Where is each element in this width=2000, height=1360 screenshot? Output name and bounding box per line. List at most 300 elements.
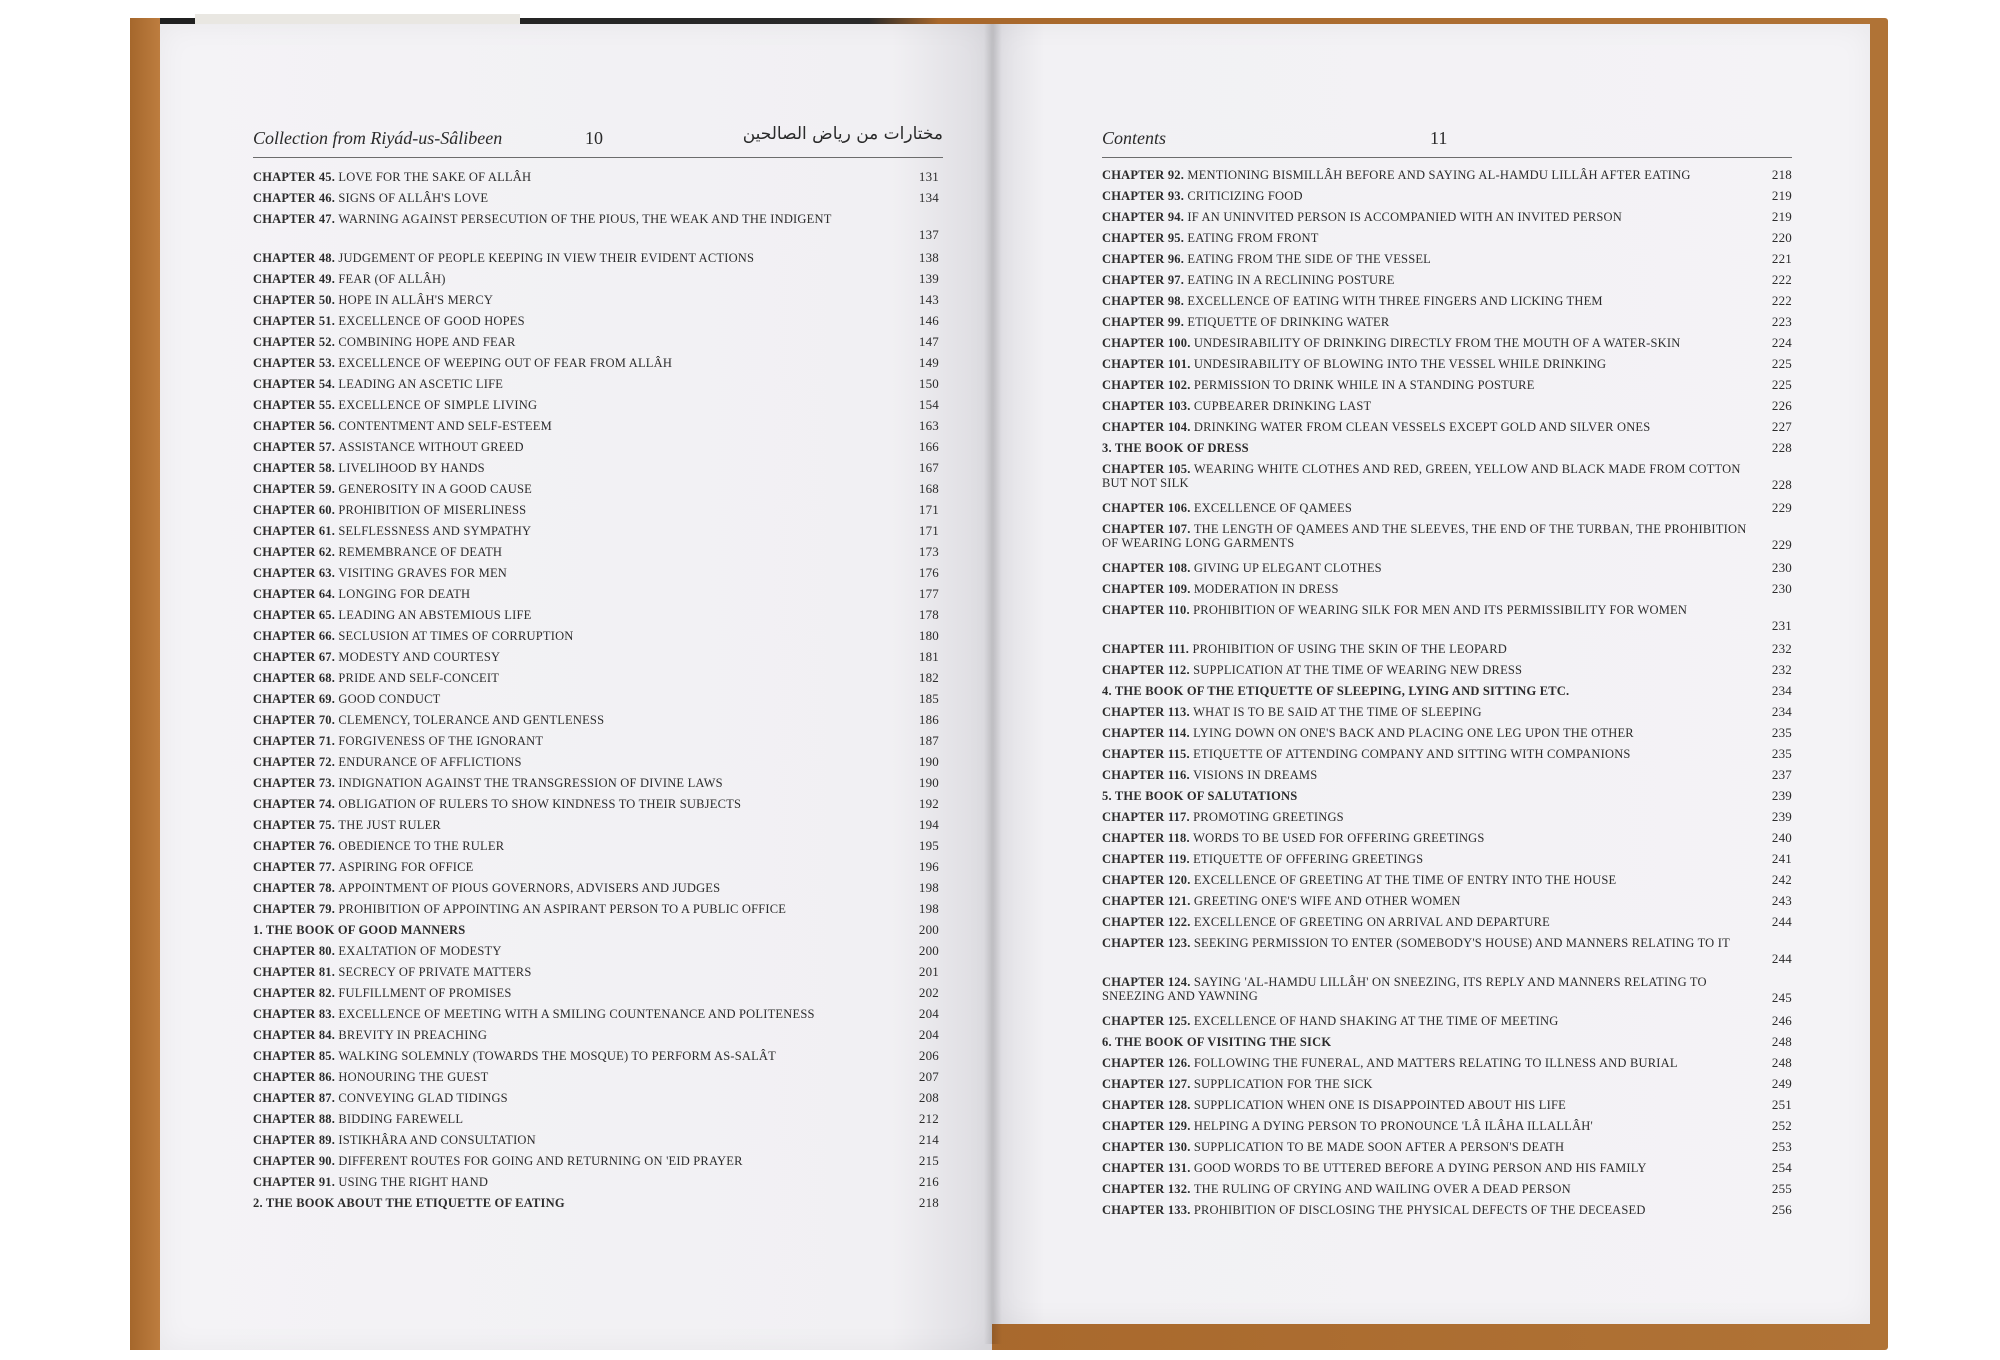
chapter-title: 5. THE BOOK OF SALUTATIONS: [1102, 789, 1298, 803]
chapter-title: CUPBEARER DRINKING LAST: [1193, 399, 1372, 413]
page-reference: 216: [918, 1174, 939, 1189]
chapter-entry: [1102, 189, 1792, 203]
page-reference: 192: [918, 796, 939, 811]
chapter-title: CONVEYING GLAD TIDINGS: [338, 1091, 508, 1105]
chapter-title: UNDESIRABILITY OF BLOWING INTO THE VESSEL WHILE DRINKING: [1193, 357, 1607, 371]
page-reference: 256: [1771, 1202, 1792, 1217]
page-reference: 201: [918, 964, 939, 979]
chapter-title: OBLIGATION OF RULERS TO SHOW KINDNESS TO THEIR SUBJECTS: [338, 797, 742, 811]
chapter-label: CHAPTER 76.: [253, 839, 339, 853]
chapter-label: CHAPTER 51.: [253, 314, 339, 328]
chapter-entry: [253, 902, 939, 916]
chapter-entry: [253, 170, 939, 184]
chapter-label: CHAPTER 85.: [253, 1049, 339, 1063]
page-reference: 223: [1771, 314, 1792, 329]
page-reference: 198: [918, 880, 939, 895]
right-contents-list: [1102, 168, 1792, 1224]
chapter-label: CHAPTER 88.: [253, 1112, 339, 1126]
chapter-entry: [1102, 1140, 1792, 1154]
page-reference: 182: [918, 670, 939, 685]
chapter-entry: [1102, 831, 1792, 845]
chapter-entry: [1102, 975, 1792, 1007]
chapter-label: CHAPTER 72.: [253, 755, 339, 769]
chapter-entry: [253, 608, 939, 622]
chapter-label: CHAPTER 55.: [253, 398, 339, 412]
chapter-title: EXCELLENCE OF GOOD HOPES: [338, 314, 525, 328]
chapter-label: CHAPTER 66.: [253, 629, 339, 643]
chapter-entry: [253, 1049, 939, 1063]
chapter-entry: [1102, 603, 1792, 635]
chapter-title: EATING FROM FRONT: [1187, 231, 1319, 245]
page-reference: 219: [1771, 188, 1792, 203]
left-page-number: 10: [585, 128, 603, 148]
chapter-entry: [253, 776, 939, 790]
page-reference: 218: [918, 1195, 939, 1210]
chapter-title: 6. THE BOOK OF VISITING THE SICK: [1102, 1035, 1332, 1049]
chapter-entry: [1102, 252, 1792, 266]
page-reference: 249: [1771, 1076, 1792, 1091]
chapter-entry: [1102, 210, 1792, 224]
page-reference: 235: [1771, 746, 1792, 761]
chapter-entry: [1102, 294, 1792, 308]
chapter-entry: [1102, 936, 1792, 968]
chapter-entry: [253, 650, 939, 664]
page-reference: 254: [1771, 1160, 1792, 1175]
chapter-title: APPOINTMENT OF PIOUS GOVERNORS, ADVISERS AND JUDGES: [338, 881, 721, 895]
page-reference: 166: [918, 439, 939, 454]
page-reference: 194: [918, 817, 939, 832]
chapter-label: CHAPTER 45.: [253, 170, 339, 184]
page-reference: 131: [918, 169, 939, 184]
chapter-title: REMEMBRANCE OF DEATH: [338, 545, 503, 559]
chapter-label: CHAPTER 54.: [253, 377, 339, 391]
page-reference: 244: [1771, 951, 1792, 966]
chapter-entry: [253, 1133, 939, 1147]
chapter-label: CHAPTER 86.: [253, 1070, 339, 1084]
chapter-title: IF AN UNINVITED PERSON IS ACCOMPANIED WITH AN INVITED PERSON: [1187, 210, 1622, 224]
chapter-entry: [1102, 1203, 1792, 1217]
chapter-entry: [1102, 315, 1792, 329]
chapter-title: 1. THE BOOK OF GOOD MANNERS: [253, 923, 466, 937]
chapter-title: LYING DOWN ON ONE'S BACK AND PLACING ONE LEG UPON THE OTHER: [1193, 726, 1634, 740]
page-reference: 251: [1771, 1097, 1792, 1112]
chapter-label: CHAPTER 83.: [253, 1007, 339, 1021]
left-header-rule: [253, 157, 943, 158]
chapter-title: EXCELLENCE OF SIMPLE LIVING: [338, 398, 538, 412]
chapter-entry: [1102, 357, 1792, 371]
page-reference: 200: [918, 943, 939, 958]
right-running-head: [1102, 124, 1792, 154]
chapter-title: HOPE IN ALLÂH'S MERCY: [338, 293, 494, 307]
chapter-entry: [253, 1007, 939, 1021]
chapter-title: ETIQUETTE OF OFFERING GREETINGS: [1193, 852, 1424, 866]
chapter-label: CHAPTER 50.: [253, 293, 339, 307]
chapter-entry: [253, 503, 939, 517]
chapter-title: THE RULING OF CRYING AND WAILING OVER A DEAD PERSON: [1193, 1182, 1571, 1196]
chapter-label: CHAPTER 107.: [1102, 522, 1194, 536]
chapter-title: EXCELLENCE OF GREETING ON ARRIVAL AND DEPARTURE: [1193, 915, 1550, 929]
chapter-entry: [253, 524, 939, 538]
book-heading-entry: [1102, 441, 1792, 455]
page-reference: 230: [1771, 581, 1792, 596]
chapter-entry: [253, 461, 939, 475]
page-reference: 248: [1771, 1034, 1792, 1049]
chapter-entry: [253, 212, 939, 244]
chapter-label: CHAPTER 104.: [1102, 420, 1194, 434]
chapter-entry: [253, 377, 939, 391]
chapter-label: CHAPTER 77.: [253, 860, 339, 874]
chapter-title: SECRECY OF PRIVATE MATTERS: [338, 965, 532, 979]
chapter-entry: [1102, 726, 1792, 740]
chapter-entry: [1102, 168, 1792, 182]
page-reference: 232: [1771, 641, 1792, 656]
page-reference: 235: [1771, 725, 1792, 740]
chapter-label: CHAPTER 105.: [1102, 462, 1194, 476]
chapter-title: OBEDIENCE TO THE RULER: [338, 839, 505, 853]
chapter-entry: [253, 545, 939, 559]
chapter-title: HONOURING THE GUEST: [338, 1070, 489, 1084]
chapter-entry: [1102, 873, 1792, 887]
book-gutter: [984, 24, 1002, 1344]
chapter-entry: [253, 482, 939, 496]
page-reference: 252: [1771, 1118, 1792, 1133]
page-reference: 243: [1771, 893, 1792, 908]
chapter-label: CHAPTER 122.: [1102, 915, 1194, 929]
chapter-entry: [253, 356, 939, 370]
page-reference: 212: [918, 1111, 939, 1126]
chapter-entry: [1102, 894, 1792, 908]
chapter-label: CHAPTER 101.: [1102, 357, 1194, 371]
chapter-label: CHAPTER 53.: [253, 356, 339, 370]
chapter-label: CHAPTER 56.: [253, 419, 339, 433]
chapter-label: CHAPTER 130.: [1102, 1140, 1194, 1154]
chapter-entry: [1102, 768, 1792, 782]
chapter-title: FOLLOWING THE FUNERAL, AND MATTERS RELATING TO ILLNESS AND BURIAL: [1193, 1056, 1678, 1070]
chapter-entry: [1102, 642, 1792, 656]
right-header-rule: [1102, 157, 1792, 158]
chapter-title: ASSISTANCE WITHOUT GREED: [338, 440, 524, 454]
chapter-entry: [253, 692, 939, 706]
chapter-label: CHAPTER 113.: [1102, 705, 1194, 719]
chapter-title: SUPPLICATION TO BE MADE SOON AFTER A PERSON'S DEATH: [1193, 1140, 1565, 1154]
page-reference: 181: [918, 649, 939, 664]
chapter-title: GREETING ONE'S WIFE AND OTHER WOMEN: [1193, 894, 1461, 908]
page-reference: 176: [918, 565, 939, 580]
chapter-label: CHAPTER 125.: [1102, 1014, 1194, 1028]
page-reference: 234: [1771, 704, 1792, 719]
chapter-title: PRIDE AND SELF-CONCEIT: [338, 671, 500, 685]
chapter-label: CHAPTER 75.: [253, 818, 339, 832]
chapter-title: EXCELLENCE OF EATING WITH THREE FINGERS AND LICKING THEM: [1187, 294, 1603, 308]
page-reference: 245: [1771, 990, 1792, 1005]
chapter-entry: [1102, 1098, 1792, 1112]
chapter-entry: [253, 1091, 939, 1105]
page-reference: 230: [1771, 560, 1792, 575]
chapter-label: CHAPTER 69.: [253, 692, 339, 706]
page-reference: 244: [1771, 914, 1792, 929]
chapter-entry: [1102, 1182, 1792, 1196]
page-reference: 149: [918, 355, 939, 370]
chapter-title: BIDDING FAREWELL: [338, 1112, 464, 1126]
chapter-entry: [1102, 915, 1792, 929]
chapter-title: LEADING AN ABSTEMIOUS LIFE: [338, 608, 532, 622]
chapter-entry: [253, 1028, 939, 1042]
chapter-label: CHAPTER 79.: [253, 902, 339, 916]
chapter-title: THE JUST RULER: [338, 818, 441, 832]
page-reference: 202: [918, 985, 939, 1000]
chapter-title: ENDURANCE OF AFFLICTIONS: [338, 755, 522, 769]
chapter-label: CHAPTER 129.: [1102, 1119, 1194, 1133]
page-reference: 143: [918, 292, 939, 307]
page-reference: 185: [918, 691, 939, 706]
chapter-label: CHAPTER 128.: [1102, 1098, 1194, 1112]
chapter-label: CHAPTER 126.: [1102, 1056, 1194, 1070]
chapter-label: CHAPTER 67.: [253, 650, 339, 664]
page-reference: 196: [918, 859, 939, 874]
chapter-title: MENTIONING BISMILLÂH BEFORE AND SAYING AL-HAMDU LILLÂH AFTER EATING: [1187, 168, 1691, 182]
chapter-title: FEAR (OF ALLÂH): [338, 272, 446, 286]
page-reference: 227: [1771, 419, 1792, 434]
chapter-label: CHAPTER 81.: [253, 965, 339, 979]
chapter-title: SIGNS OF ALLÂH'S LOVE: [338, 191, 489, 205]
chapter-title: PROHIBITION OF WEARING SILK FOR MEN AND ITS PERMISSIBILITY FOR WOMEN: [1193, 603, 1688, 617]
chapter-label: CHAPTER 82.: [253, 986, 339, 1000]
chapter-title: EXCELLENCE OF HAND SHAKING AT THE TIME OF MEETING: [1193, 1014, 1559, 1028]
chapter-label: CHAPTER 47.: [253, 212, 339, 226]
chapter-title: EXCELLENCE OF WEEPING OUT OF FEAR FROM ALLÂH: [338, 356, 673, 370]
chapter-label: CHAPTER 59.: [253, 482, 339, 496]
chapter-title: EXCELLENCE OF GREETING AT THE TIME OF ENTRY INTO THE HOUSE: [1193, 873, 1617, 887]
chapter-title: LONGING FOR DEATH: [338, 587, 471, 601]
page-reference: 171: [918, 502, 939, 517]
page-reference: 146: [918, 313, 939, 328]
chapter-label: CHAPTER 102.: [1102, 378, 1194, 392]
chapter-title: 3. THE BOOK OF DRESS: [1102, 441, 1249, 455]
page-reference: 237: [1771, 767, 1792, 782]
chapter-title: LIVELIHOOD BY HANDS: [338, 461, 485, 475]
chapter-title: JUDGEMENT OF PEOPLE KEEPING IN VIEW THEIR EVIDENT ACTIONS: [338, 251, 755, 265]
page-reference: 180: [918, 628, 939, 643]
chapter-entry: [253, 1070, 939, 1084]
chapter-label: CHAPTER 131.: [1102, 1161, 1194, 1175]
page-reference: 171: [918, 523, 939, 538]
chapter-label: CHAPTER 133.: [1102, 1203, 1194, 1217]
chapter-entry: [1102, 273, 1792, 287]
chapter-entry: [1102, 810, 1792, 824]
chapter-title: UNDESIRABILITY OF DRINKING DIRECTLY FROM THE MOUTH OF A WATER-SKIN: [1193, 336, 1681, 350]
chapter-label: CHAPTER 74.: [253, 797, 339, 811]
chapter-entry: [253, 293, 939, 307]
page-reference: 222: [1771, 293, 1792, 308]
chapter-label: CHAPTER 112.: [1102, 663, 1194, 677]
chapter-entry: [1102, 378, 1792, 392]
chapter-label: CHAPTER 80.: [253, 944, 339, 958]
chapter-title: DIFFERENT ROUTES FOR GOING AND RETURNING ON 'EID PRAYER: [338, 1154, 743, 1168]
chapter-entry: [1102, 501, 1792, 515]
chapter-label: CHAPTER 120.: [1102, 873, 1194, 887]
chapter-label: CHAPTER 70.: [253, 713, 339, 727]
chapter-entry: [253, 713, 939, 727]
chapter-entry: [1102, 1161, 1792, 1175]
page-reference: 207: [918, 1069, 939, 1084]
chapter-entry: [1102, 336, 1792, 350]
chapter-label: CHAPTER 99.: [1102, 315, 1188, 329]
chapter-label: CHAPTER 48.: [253, 251, 339, 265]
chapter-label: CHAPTER 61.: [253, 524, 339, 538]
page-reference: 163: [918, 418, 939, 433]
chapter-label: CHAPTER 121.: [1102, 894, 1194, 908]
page-reference: 222: [1771, 272, 1792, 287]
page-reference: 206: [918, 1048, 939, 1063]
chapter-label: CHAPTER 96.: [1102, 252, 1188, 266]
chapter-entry: [1102, 1077, 1792, 1091]
chapter-title: SECLUSION AT TIMES OF CORRUPTION: [338, 629, 574, 643]
chapter-label: CHAPTER 111.: [1102, 642, 1193, 656]
chapter-title: ETIQUETTE OF DRINKING WATER: [1187, 315, 1390, 329]
page-reference: 229: [1771, 537, 1792, 552]
chapter-entry: [1102, 663, 1792, 677]
chapter-title: INDIGNATION AGAINST THE TRANSGRESSION OF DIVINE LAWS: [338, 776, 723, 790]
chapter-title: GENEROSITY IN A GOOD CAUSE: [338, 482, 533, 496]
chapter-title: PROHIBITION OF APPOINTING AN ASPIRANT PERSON TO A PUBLIC OFFICE: [338, 902, 787, 916]
chapter-label: CHAPTER 87.: [253, 1091, 339, 1105]
chapter-title: EXCELLENCE OF QAMEES: [1193, 501, 1353, 515]
page-reference: 225: [1771, 377, 1792, 392]
chapter-entry: [1102, 747, 1792, 761]
chapter-label: CHAPTER 124.: [1102, 975, 1194, 989]
chapter-entry: [253, 965, 939, 979]
page-reference: 173: [918, 544, 939, 559]
chapter-entry: [1102, 852, 1792, 866]
chapter-entry: [253, 797, 939, 811]
page-reference: 138: [918, 250, 939, 265]
chapter-entry: [253, 440, 939, 454]
chapter-title: SELFLESSNESS AND SYMPATHY: [338, 524, 532, 538]
chapter-title: WALKING SOLEMNLY (TOWARDS THE MOSQUE) TO PERFORM AS-SALÂT: [338, 1049, 776, 1063]
chapter-label: CHAPTER 100.: [1102, 336, 1194, 350]
chapter-label: CHAPTER 94.: [1102, 210, 1188, 224]
chapter-title: DRINKING WATER FROM CLEAN VESSELS EXCEPT GOLD AND SILVER ONES: [1193, 420, 1651, 434]
chapter-entry: [253, 1112, 939, 1126]
chapter-title: FORGIVENESS OF THE IGNORANT: [338, 734, 544, 748]
chapter-title: GOOD WORDS TO BE UTTERED BEFORE A DYING PERSON AND HIS FAMILY: [1193, 1161, 1647, 1175]
chapter-title: WARNING AGAINST PERSECUTION OF THE PIOUS, THE WEAK AND THE INDIGENT: [338, 212, 832, 226]
page-reference: 226: [1771, 398, 1792, 413]
chapter-entry: [253, 734, 939, 748]
chapter-title: WORDS TO BE USED FOR OFFERING GREETINGS: [1193, 831, 1485, 845]
chapter-entry: [253, 986, 939, 1000]
chapter-entry: [253, 272, 939, 286]
chapter-title: SUPPLICATION FOR THE SICK: [1193, 1077, 1373, 1091]
chapter-entry: [253, 314, 939, 328]
chapter-title: WEARING WHITE CLOTHES AND RED, GREEN, YELLOW AND BLACK MADE FROM COTTON BUT NOT SILK: [1102, 462, 1741, 490]
chapter-label: CHAPTER 108.: [1102, 561, 1194, 575]
chapter-entry: [253, 839, 939, 853]
chapter-entry: [253, 191, 939, 205]
chapter-entry: [253, 335, 939, 349]
chapter-label: CHAPTER 132.: [1102, 1182, 1194, 1196]
chapter-title: 2. THE BOOK ABOUT THE ETIQUETTE OF EATING: [253, 1196, 565, 1210]
chapter-title: PROHIBITION OF MISERLINESS: [338, 503, 527, 517]
chapter-title: PERMISSION TO DRINK WHILE IN A STANDING POSTURE: [1193, 378, 1535, 392]
chapter-title: MODESTY AND COURTESY: [338, 650, 501, 664]
page-reference: 253: [1771, 1139, 1792, 1154]
chapter-label: CHAPTER 114.: [1102, 726, 1194, 740]
chapter-label: CHAPTER 106.: [1102, 501, 1194, 515]
chapter-label: CHAPTER 92.: [1102, 168, 1188, 182]
chapter-entry: [253, 944, 939, 958]
chapter-entry: [253, 1175, 939, 1189]
chapter-title: SUPPLICATION WHEN ONE IS DISAPPOINTED ABOUT HIS LIFE: [1193, 1098, 1566, 1112]
chapter-title: EATING IN A RECLINING POSTURE: [1187, 273, 1395, 287]
page-reference: 240: [1771, 830, 1792, 845]
chapter-title: USING THE RIGHT HAND: [338, 1175, 489, 1189]
left-running-title: Collection from Riyád-us-Sâlibeen: [253, 128, 503, 148]
chapter-entry: [253, 755, 939, 769]
page-reference: 204: [918, 1006, 939, 1021]
chapter-label: CHAPTER 97.: [1102, 273, 1188, 287]
page-reference: 167: [918, 460, 939, 475]
chapter-title: EATING FROM THE SIDE OF THE VESSEL: [1187, 252, 1432, 266]
book-heading-entry: [253, 923, 939, 937]
page-reference: 224: [1771, 335, 1792, 350]
chapter-label: CHAPTER 115.: [1102, 747, 1194, 761]
page-reference: 154: [918, 397, 939, 412]
page-reference: 232: [1771, 662, 1792, 677]
page-reference: 215: [918, 1153, 939, 1168]
chapter-title: CONTENTMENT AND SELF-ESTEEM: [338, 419, 552, 433]
chapter-label: CHAPTER 123.: [1102, 936, 1194, 950]
chapter-title: FULFILLMENT OF PROMISES: [338, 986, 512, 1000]
chapter-label: CHAPTER 68.: [253, 671, 339, 685]
page-reference: 190: [918, 775, 939, 790]
chapter-label: CHAPTER 91.: [253, 1175, 339, 1189]
chapter-title: LEADING AN ASCETIC LIFE: [338, 377, 504, 391]
page-reference: 187: [918, 733, 939, 748]
chapter-title: VISITING GRAVES FOR MEN: [338, 566, 508, 580]
arabic-title: مختارات من رياض الصالحين: [742, 124, 943, 144]
chapter-entry: [253, 398, 939, 412]
page-reference: 242: [1771, 872, 1792, 887]
right-running-title: Contents: [1102, 128, 1167, 148]
chapter-entry: [253, 860, 939, 874]
chapter-label: CHAPTER 65.: [253, 608, 339, 622]
page-reference: 239: [1771, 809, 1792, 824]
chapter-entry: [253, 629, 939, 643]
chapter-title: 4. THE BOOK OF THE ETIQUETTE OF SLEEPING, LYING AND SITTING ETC.: [1102, 684, 1570, 698]
chapter-title: LOVE FOR THE SAKE OF ALLÂH: [338, 170, 532, 184]
chapter-title: PROHIBITION OF USING THE SKIN OF THE LEOPARD: [1192, 642, 1507, 656]
chapter-entry: [253, 1154, 939, 1168]
page-reference: 229: [1771, 500, 1792, 515]
chapter-entry: [253, 587, 939, 601]
page-reference: 177: [918, 586, 939, 601]
page-reference: 168: [918, 481, 939, 496]
page-reference: 150: [918, 376, 939, 391]
chapter-title: PROHIBITION OF DISCLOSING THE PHYSICAL DEFECTS OF THE DECEASED: [1193, 1203, 1646, 1217]
chapter-title: EXCELLENCE OF MEETING WITH A SMILING COUNTENANCE AND POLITENESS: [338, 1007, 815, 1021]
chapter-entry: [1102, 1014, 1792, 1028]
chapter-entry: [253, 419, 939, 433]
chapter-title: THE LENGTH OF QAMEES AND THE SLEEVES, THE END OF THE TURBAN, THE PROHIBITION OF WEARING LONG GARMENTS: [1102, 522, 1747, 550]
chapter-entry: [253, 881, 939, 895]
page-reference: 248: [1771, 1055, 1792, 1070]
chapter-entry: [1102, 399, 1792, 413]
page-reference: 255: [1771, 1181, 1792, 1196]
chapter-entry: [253, 671, 939, 685]
chapter-title: HELPING A DYING PERSON TO PRONOUNCE 'LÂ ILÂHA ILLALLÂH': [1193, 1119, 1593, 1133]
chapter-title: BREVITY IN PREACHING: [338, 1028, 488, 1042]
